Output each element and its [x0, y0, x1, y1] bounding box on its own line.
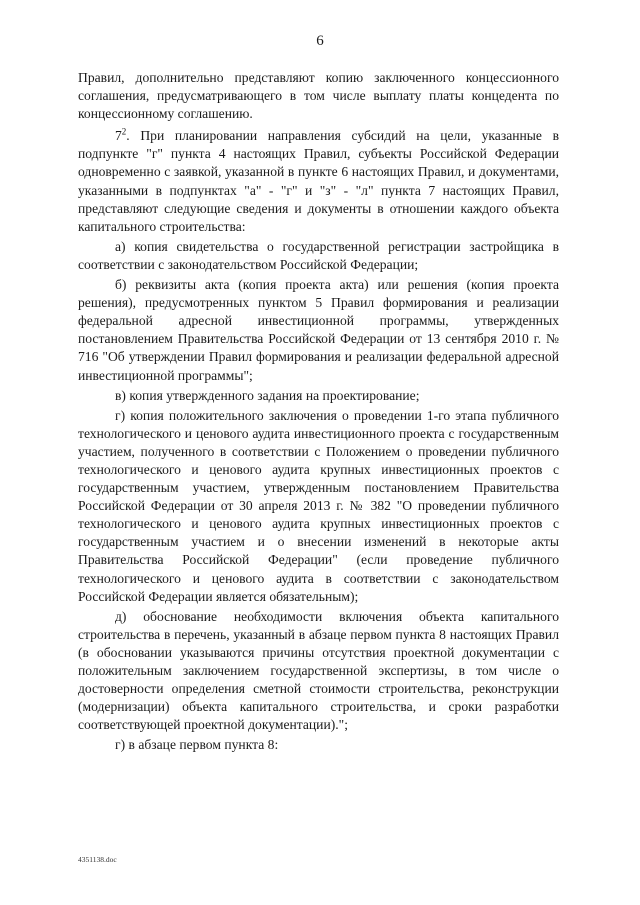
paragraph-item-d: д) обоснование необходимости включения объекта капитального строительства в перечень, указанный в абзаце первом пункта 8 настоящих Правил (в обосновании указываются причины отсутствия проектной документации с положительным заключением государственной экспертизы, в том числе о достоверности определения сметной стоимости строительства, реконструкции (модернизации) объекта капитального строительства, и сроки разработки соответствующей проектной документации)."; — [78, 608, 559, 733]
clause-number: 7 — [115, 128, 122, 144]
page-number: 6 — [316, 33, 324, 49]
document-code: 4351138.doc — [78, 855, 117, 864]
clause-suffix: . — [126, 128, 130, 144]
paragraph-item-b: б) реквизиты акта (копия проекта акта) или решения (копия проекта решения), предусмотренных пунктом 5 Правил формирования и реализации федеральной адресной инвестиционной программы, утвержденных постановлением Правительства Российской Федерации от 13 сентября 2010 г. № 716 "Об утверждении Правил формирования и реализации федеральной адресной инвестиционной программы"; — [78, 277, 559, 383]
clause-text: При планировании направления субсидий на цели, указанные в подпункте "г" пункта 4 настоящих Правил, субъекты Российской Федерации одновременно с заявкой, указанной в пункте 6 настоящих Правил, и документами, указанными в подпунктах "а" - "г" и "з" - "л" пункта 7 настоящих Правил, представляют следующие сведения и документы в отношении каждого объекта капитального строительства: — [78, 128, 559, 234]
paragraph-subpoint-g: г) в абзаце первом пункта 8: — [115, 737, 279, 753]
paragraph-item-a: а) копия свидетельства о государственной регистрации застройщика в соответствии с законодательством Российской Федерации; — [78, 238, 559, 272]
paragraph-continuation: Правил, дополнительно представляют копию заключенного концессионного соглашения, предусматривающего в том числе выплату платы концедента по концессионному соглашению. — [78, 70, 559, 122]
paragraph-clause-7-2 — [78, 127, 559, 236]
clause-superscript: 2 — [121, 126, 127, 137]
paragraph-item-v: в) копия утвержденного задания на проектирование; — [115, 387, 420, 403]
paragraph-item-g: г) копия положительного заключения о проведении 1-го этапа публичного технологического и ценового аудита инвестиционного проекта с государственным участием, полученного в соответствии с Положением о проведении публичного технологического и ценового аудита крупных инвестиционных проектов с государственным участием, утвержденным постановлением Правительства Российской Федерации от 30 апреля 2013 г. № 382 "О проведении публичного технологического и ценового аудита крупных инвестиционных проектов с государственным участием и о внесении изменений в некоторые акты Правительства Российской Федерации" (если проведение публичного технологического и ценового аудита в соответствии с законодательством Российской Федерации является обязательным); — [78, 407, 559, 604]
document-body — [78, 69, 559, 754]
